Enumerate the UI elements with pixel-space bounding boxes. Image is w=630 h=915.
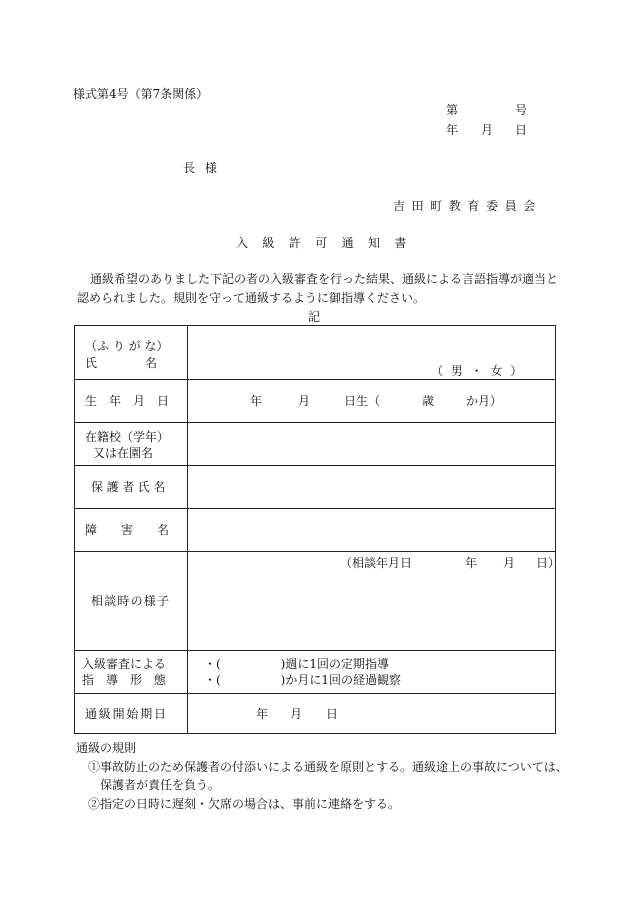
label-birthdate bbox=[75, 380, 188, 423]
rule-item-1: ①事故防止のため保護者の付添いによる通級を原則とする。通級途上の事故については、 bbox=[88, 759, 568, 774]
document-number-suffix: 号 bbox=[515, 103, 528, 117]
label-birthdate-text: 生 年 月 日 bbox=[85, 394, 170, 408]
name-field[interactable] bbox=[188, 326, 556, 380]
label-start-date bbox=[75, 694, 188, 734]
sender-organization: 吉田町教育委員会 bbox=[393, 199, 542, 213]
disability-field[interactable] bbox=[188, 509, 556, 552]
label-shimei: 氏 名 bbox=[85, 356, 158, 370]
label-disability bbox=[75, 509, 188, 552]
table-row-guidance-form bbox=[75, 651, 556, 694]
table-row-start-date bbox=[75, 694, 556, 734]
label-name bbox=[75, 326, 188, 380]
label-school-line2: 又は在園名 bbox=[93, 446, 154, 460]
consult-date-year: 年 bbox=[465, 556, 478, 570]
birth-month-unit: 月 bbox=[298, 394, 311, 408]
label-guidance-line2: 指 導 形 態 bbox=[82, 673, 167, 687]
label-guardian bbox=[75, 466, 188, 509]
school-field[interactable] bbox=[188, 423, 556, 466]
document-number-prefix: 第 bbox=[446, 103, 459, 117]
label-disability-text: 障 害 名 bbox=[85, 523, 170, 537]
label-guidance-form bbox=[75, 651, 188, 694]
label-school-line1: 在籍校（学年） bbox=[85, 430, 170, 444]
table-row-disability bbox=[75, 509, 556, 552]
consult-date-prefix: （相談年月日 bbox=[340, 556, 413, 570]
guardian-field[interactable] bbox=[188, 466, 556, 509]
option-monthly-observation[interactable]: ・( )か月に1回の経過観察 bbox=[204, 673, 401, 687]
issue-date-year: 年 bbox=[446, 123, 459, 137]
table-row-birthdate bbox=[75, 380, 556, 423]
rule-item-1-cont: 保護者が責任を負う。 bbox=[88, 778, 221, 793]
issue-date-month: 月 bbox=[481, 123, 494, 137]
birthdate-field[interactable] bbox=[188, 380, 556, 423]
gender-selector[interactable]: （ 男 ・ 女 ） bbox=[431, 364, 523, 378]
issue-date-day: 日 bbox=[515, 123, 528, 137]
birth-day-unit: 日生（ bbox=[344, 394, 381, 408]
age-months-unit: か月） bbox=[466, 394, 503, 408]
label-consultation-text: 相談時の様子 bbox=[91, 594, 171, 608]
label-consultation bbox=[75, 552, 188, 651]
table-row-consultation bbox=[75, 552, 556, 651]
label-furigana: （ふ り が な） bbox=[85, 339, 169, 353]
consultation-field[interactable] bbox=[188, 552, 561, 651]
guidance-form-field bbox=[188, 651, 556, 694]
rule-item-2: ②指定の日時に遅刻・欠席の場合は、事前に連絡をする。 bbox=[88, 796, 401, 811]
birth-year-unit: 年 bbox=[250, 394, 263, 408]
attendance-rules bbox=[76, 739, 566, 813]
age-years-unit: 歳 bbox=[422, 394, 435, 408]
label-school bbox=[75, 423, 188, 466]
form-number-label: 様式第4号（第7条関係） bbox=[73, 87, 209, 101]
rules-heading: 通級の規則 bbox=[76, 741, 137, 755]
table-row-school bbox=[75, 423, 556, 466]
option-weekly-guidance[interactable]: ・( )週に1回の定期指導 bbox=[204, 657, 389, 671]
body-paragraph-line-1: 通級希望のありました下記の者の入級審査を行った結果、通級による言語指導が適当と bbox=[90, 272, 559, 286]
start-date-day: 日 bbox=[326, 707, 339, 721]
application-table bbox=[74, 325, 561, 734]
ki-mark: 記 bbox=[308, 310, 321, 324]
addressee: 長 様 bbox=[183, 161, 217, 175]
consult-date-month: 月 bbox=[503, 556, 516, 570]
table-row-guardian bbox=[75, 466, 556, 509]
body-paragraph-line-2: 認められました。規則を守って通級するように御指導ください。 bbox=[77, 291, 426, 305]
start-date-year: 年 bbox=[256, 707, 269, 721]
label-start-date-text: 通級開始期日 bbox=[85, 707, 168, 721]
start-date-month: 月 bbox=[290, 707, 303, 721]
consult-date-day: 日） bbox=[536, 556, 561, 570]
table-row-name bbox=[75, 326, 556, 380]
document-title: 入級許可通知書 bbox=[236, 236, 421, 250]
label-guidance-line1: 入級審査による bbox=[82, 657, 167, 671]
start-date-field[interactable] bbox=[188, 694, 556, 734]
label-guardian-text: 保護者氏名 bbox=[91, 480, 170, 494]
